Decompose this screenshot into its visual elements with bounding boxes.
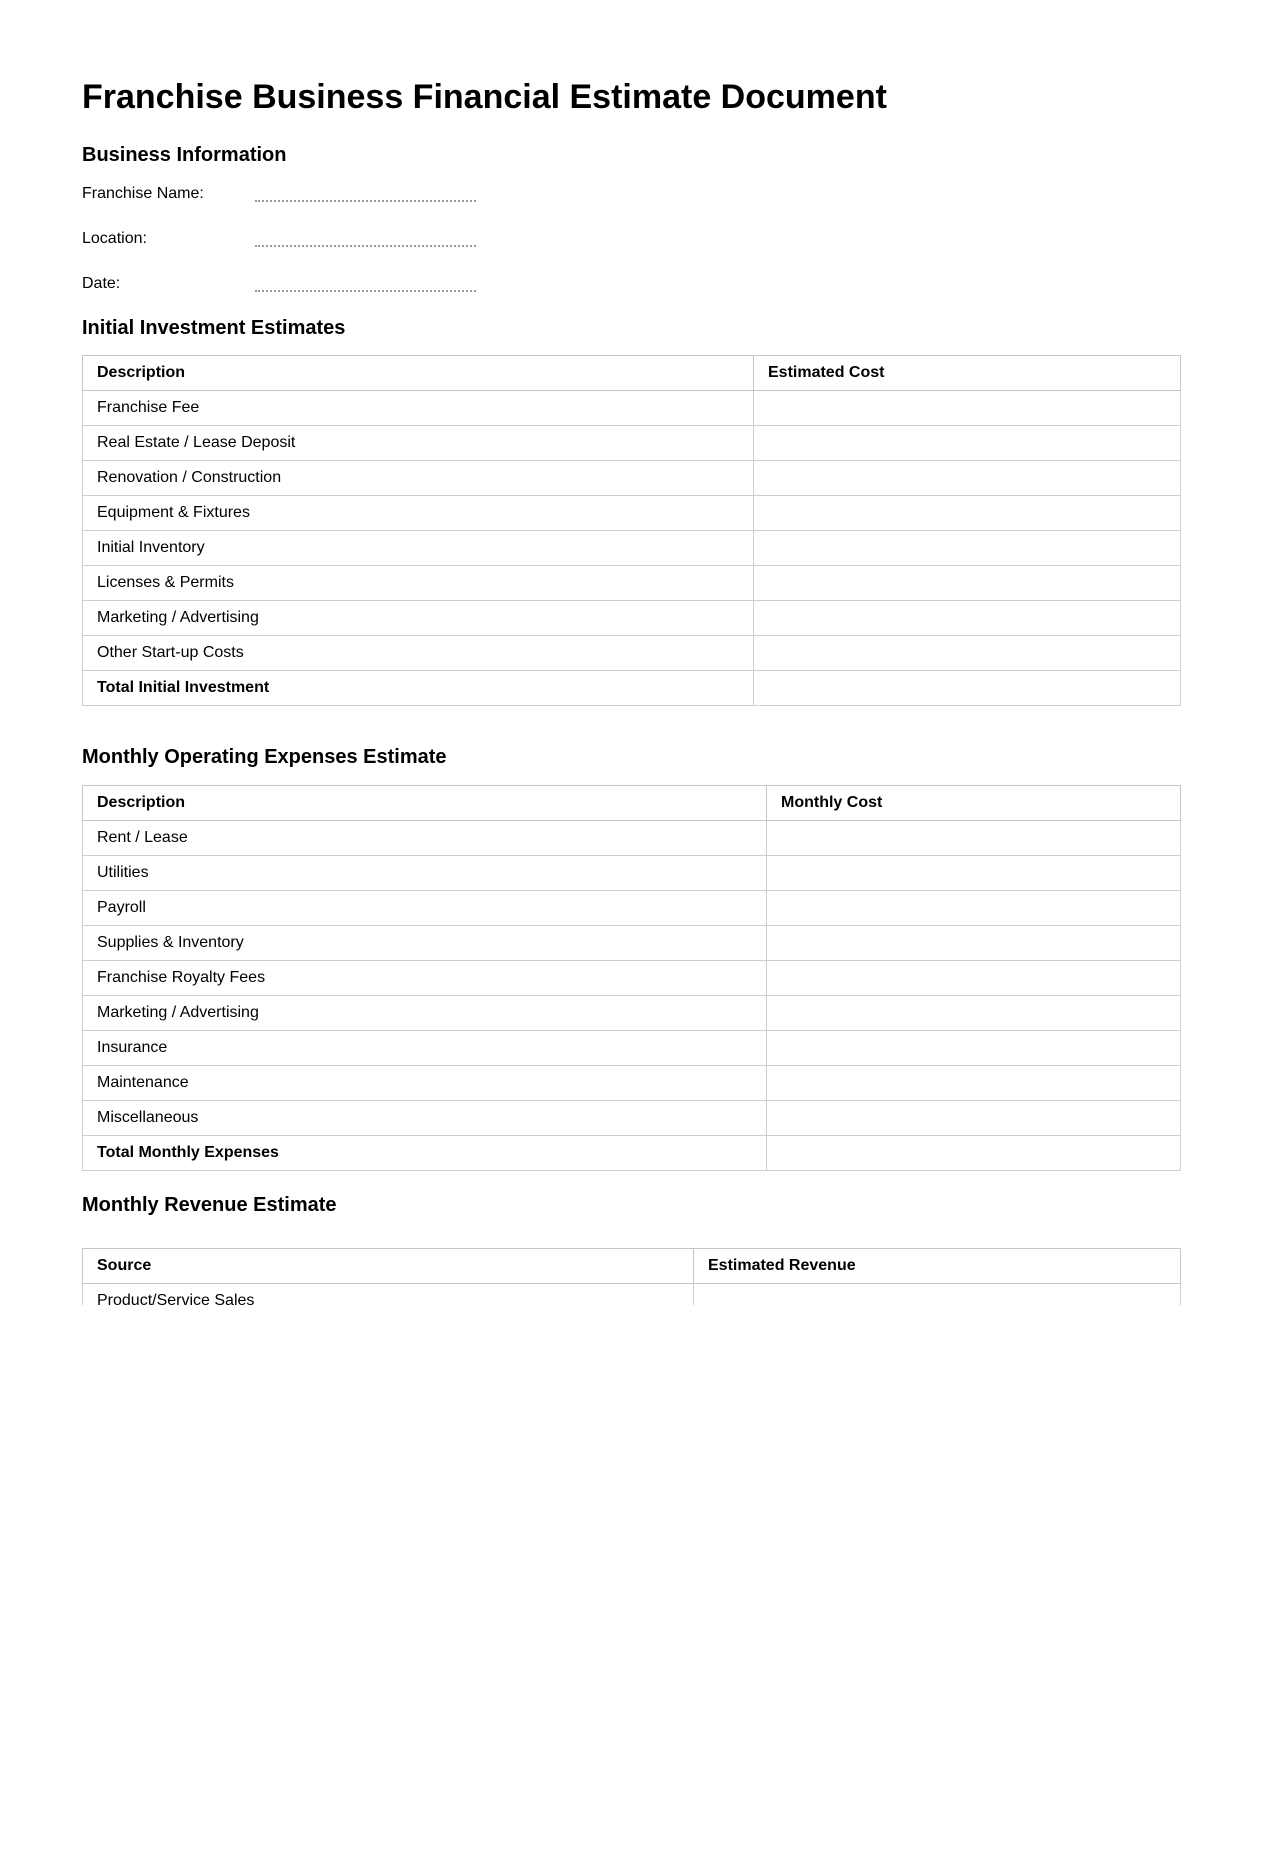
row-label: Other Start-up Costs: [83, 636, 754, 671]
total-row: [83, 671, 1181, 706]
monthly-cost-cell[interactable]: [767, 856, 1181, 891]
monthly-cost-cell[interactable]: [767, 926, 1181, 961]
table-row: [83, 891, 1181, 926]
section-heading-monthly-revenue: Monthly Revenue Estimate: [82, 1194, 337, 1216]
estimated-cost-cell[interactable]: [754, 601, 1181, 636]
table-row: [83, 391, 1181, 426]
row-label: Miscellaneous: [83, 1101, 767, 1136]
monthly-cost-cell[interactable]: [767, 821, 1181, 856]
monthly-cost-cell[interactable]: [767, 961, 1181, 996]
row-label: Real Estate / Lease Deposit: [83, 426, 754, 461]
estimated-cost-cell[interactable]: [754, 671, 1181, 706]
row-label: Supplies & Inventory: [83, 926, 767, 961]
monthly-cost-cell[interactable]: [767, 1136, 1181, 1171]
row-label: Franchise Royalty Fees: [83, 961, 767, 996]
row-label: Rent / Lease: [83, 821, 767, 856]
monthly-cost-cell[interactable]: [767, 996, 1181, 1031]
estimated-cost-cell[interactable]: [754, 636, 1181, 671]
column-header-estimated-cost: Estimated Cost: [754, 356, 1181, 391]
row-label: Insurance: [83, 1031, 767, 1066]
total-row-label: Total Initial Investment: [83, 671, 754, 706]
table-row: [83, 566, 1181, 601]
row-label: Maintenance: [83, 1066, 767, 1101]
estimated-cost-cell[interactable]: [754, 461, 1181, 496]
section-heading-business-information: Business Information: [82, 144, 287, 166]
column-header-source: Source: [83, 1249, 694, 1284]
table-row: [83, 496, 1181, 531]
row-label: Marketing / Advertising: [83, 601, 754, 636]
monthly-revenue-table-clip: [82, 1248, 1183, 1305]
table-row: [83, 531, 1181, 566]
table-row: [83, 461, 1181, 496]
row-label: Equipment & Fixtures: [83, 496, 754, 531]
estimated-cost-cell[interactable]: [754, 496, 1181, 531]
table-row: [83, 601, 1181, 636]
row-label: Payroll: [83, 891, 767, 926]
table-header-row: [83, 786, 1181, 821]
column-header-description: Description: [83, 356, 754, 391]
estimated-cost-cell[interactable]: [754, 566, 1181, 601]
row-label: Product/Service Sales: [83, 1284, 694, 1306]
total-row-label: Total Monthly Expenses: [83, 1136, 767, 1171]
row-label: Licenses & Permits: [83, 566, 754, 601]
table-row: [83, 1101, 1181, 1136]
estimated-revenue-cell[interactable]: [694, 1284, 1181, 1306]
date-field[interactable]: [255, 290, 476, 292]
location-field[interactable]: [255, 245, 476, 247]
franchise-name-label: Franchise Name:: [82, 185, 204, 202]
table-row: [83, 961, 1181, 996]
table-row: [83, 996, 1181, 1031]
monthly-revenue-table: [82, 1248, 1181, 1305]
column-header-description: Description: [83, 786, 767, 821]
table-row: [83, 856, 1181, 891]
column-header-estimated-revenue: Estimated Revenue: [694, 1249, 1181, 1284]
monthly-cost-cell[interactable]: [767, 1066, 1181, 1101]
location-label: Location:: [82, 230, 147, 247]
table-header-row: [83, 1249, 1181, 1284]
section-heading-monthly-expenses: Monthly Operating Expenses Estimate: [82, 746, 447, 768]
table-row: [83, 426, 1181, 461]
initial-investment-table: [82, 355, 1181, 706]
table-row: [83, 1031, 1181, 1066]
monthly-expenses-table: [82, 785, 1181, 1171]
row-label: Renovation / Construction: [83, 461, 754, 496]
monthly-cost-cell[interactable]: [767, 1101, 1181, 1136]
table-row: [83, 926, 1181, 961]
date-label: Date:: [82, 275, 121, 292]
estimated-cost-cell[interactable]: [754, 531, 1181, 566]
section-heading-initial-investment: Initial Investment Estimates: [82, 317, 346, 339]
document-title: Franchise Business Financial Estimate Document: [82, 78, 887, 116]
monthly-cost-cell[interactable]: [767, 1031, 1181, 1066]
table-row: [83, 1066, 1181, 1101]
table-header-row: [83, 356, 1181, 391]
monthly-cost-cell[interactable]: [767, 891, 1181, 926]
total-row: [83, 1136, 1181, 1171]
table-row: [83, 636, 1181, 671]
column-header-monthly-cost: Monthly Cost: [767, 786, 1181, 821]
row-label: Initial Inventory: [83, 531, 754, 566]
franchise-name-field[interactable]: [255, 200, 476, 202]
estimated-cost-cell[interactable]: [754, 426, 1181, 461]
estimated-cost-cell[interactable]: [754, 391, 1181, 426]
row-label: Franchise Fee: [83, 391, 754, 426]
row-label: Utilities: [83, 856, 767, 891]
table-row: [83, 821, 1181, 856]
table-row: [83, 1284, 1181, 1306]
row-label: Marketing / Advertising: [83, 996, 767, 1031]
